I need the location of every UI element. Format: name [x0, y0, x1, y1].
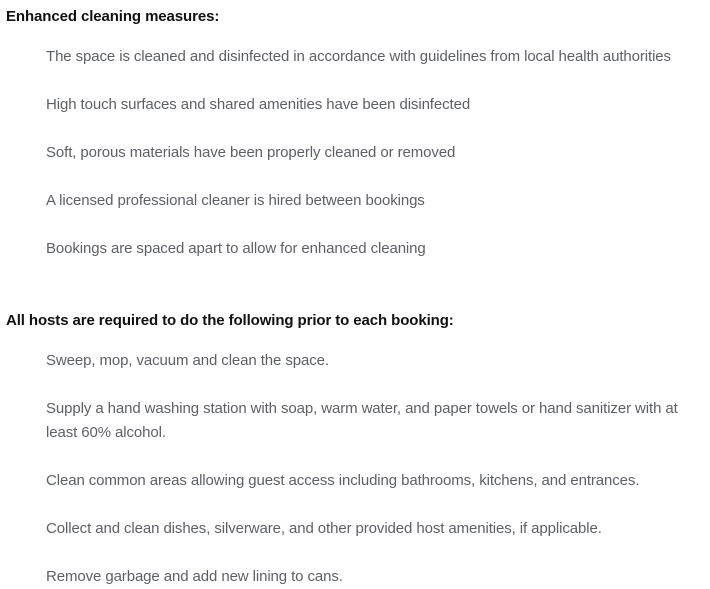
list-item: Supply a hand washing station with soap, warm water, and paper towels or hand sanitizer with at least 60% alcohol.: [46, 400, 678, 441]
list-item: Collect and clean dishes, silverware, and other provided host amenities, if applicable.: [46, 520, 602, 537]
enhanced-cleaning-heading: Enhanced cleaning measures:: [6, 8, 220, 25]
list-item: Soft, porous materials have been properly cleaned or removed: [46, 144, 456, 161]
list-item: High touch surfaces and shared amenities have been disinfected: [46, 96, 471, 113]
list-item: Sweep, mop, vacuum and clean the space.: [46, 352, 329, 369]
host-requirements-heading: All hosts are required to do the following prior to each booking:: [6, 312, 454, 329]
list-item: A licensed professional cleaner is hired between bookings: [46, 192, 425, 209]
list-item: Clean common areas allowing guest access including bathrooms, kitchens, and entrances.: [46, 472, 640, 489]
list-item: Remove garbage and add new lining to cans.: [46, 568, 343, 585]
list-item: Bookings are spaced apart to allow for enhanced cleaning: [46, 240, 426, 257]
list-item: The space is cleaned and disinfected in accordance with guidelines from local health authorities: [46, 48, 671, 65]
